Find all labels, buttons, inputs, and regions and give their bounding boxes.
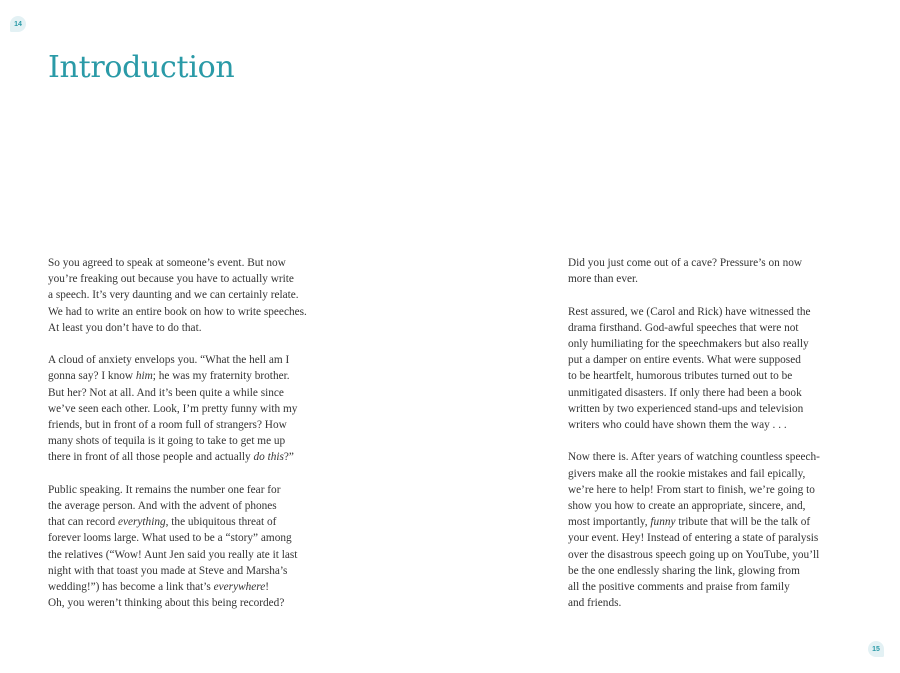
- text-line: most importantly, funny tribute that will be the talk of: [568, 516, 811, 529]
- right-column: [568, 255, 868, 628]
- text-line: many shots of tequila is it going to take to get me up: [48, 435, 286, 448]
- text-line: Now there is. After years of watching countless speech-: [568, 451, 820, 464]
- text-line: writers who could have shown them the way . . .: [568, 419, 787, 432]
- text-line: all the positive comments and praise from family: [568, 581, 790, 594]
- text-line: Did you just come out of a cave? Pressure’s on now: [568, 257, 803, 269]
- text-line: a speech. It’s very daunting and we can certainly relate.: [48, 289, 299, 302]
- page-number-left: 14: [10, 16, 26, 32]
- text-line: show you how to create an appropriate, sincere, and,: [568, 500, 806, 513]
- text-line: forever looms large. What used to be a “story” among: [48, 532, 292, 545]
- paragraph: [48, 255, 348, 336]
- page-number-right: 15: [868, 641, 884, 657]
- text-line: you’re freaking out because you have to actually write: [48, 273, 294, 286]
- text-line: we’re here to help! From start to finish, we’re going to: [568, 483, 815, 496]
- text-line: be the one endlessly sharing the link, glowing from: [568, 564, 800, 577]
- paragraph: [48, 482, 348, 612]
- text-line: But her? Not at all. And it’s been quite a while since: [48, 386, 284, 399]
- text-line: We had to write an entire book on how to write speeches.: [48, 305, 307, 318]
- text-line: givers make all the rookie mistakes and fail epically,: [568, 467, 806, 480]
- text-line: Oh, you weren’t thinking about this being recorded?: [48, 597, 285, 610]
- paragraph: [568, 449, 868, 611]
- text-line: A cloud of anxiety envelops you. “What the hell am I: [48, 354, 290, 367]
- text-line: we’ve seen each other. Look, I’m pretty funny with my: [48, 402, 298, 415]
- text-line: your event. Hey! Instead of entering a state of paralysis: [568, 532, 819, 545]
- text-line: the relatives (“Wow! Aunt Jen said you really ate it last: [48, 548, 298, 561]
- left-column: [48, 255, 348, 628]
- paragraph: [568, 255, 868, 287]
- text-line: over the disastrous speech going up on YouTube, you’ll: [568, 548, 820, 561]
- text-line: more than ever.: [568, 273, 638, 286]
- text-line: drama firsthand. God-awful speeches that were not: [568, 321, 799, 334]
- paragraph: [48, 352, 348, 465]
- text-line: wedding!”) has become a link that’s everywhere!: [48, 581, 270, 594]
- text-line: Public speaking. It remains the number one fear for: [48, 483, 281, 496]
- text-line: Rest assured, we (Carol and Rick) have witnessed the: [568, 305, 811, 318]
- text-line: gonna say? I know him; he was my fraternity brother.: [48, 370, 290, 383]
- text-line: So you agreed to speak at someone’s event. But now: [48, 257, 286, 269]
- text-line: At least you don’t have to do that.: [48, 321, 202, 334]
- text-line: unmitigated disasters. If only there had been a book: [568, 386, 802, 399]
- text-line: to be heartfelt, humorous tributes turned out to be: [568, 370, 793, 383]
- paragraph: [568, 304, 868, 434]
- text-line: the average person. And with the advent of phones: [48, 500, 277, 513]
- text-line: and friends.: [568, 597, 622, 610]
- chapter-title: Introduction: [48, 50, 235, 85]
- text-line: put a damper on entire events. What were supposed: [568, 354, 801, 367]
- text-line: only humiliating for the speechmakers but also really: [568, 338, 809, 350]
- text-line: night with that toast you made at Steve and Marsha’s: [48, 564, 288, 577]
- text-line: friends, but in front of a room full of strangers? How: [48, 419, 287, 432]
- text-line: that can record everything, the ubiquitous threat of: [48, 516, 277, 529]
- text-line: there in front of all those people and actually do this?”: [48, 451, 294, 464]
- text-line: written by two experienced stand-ups and television: [568, 402, 804, 415]
